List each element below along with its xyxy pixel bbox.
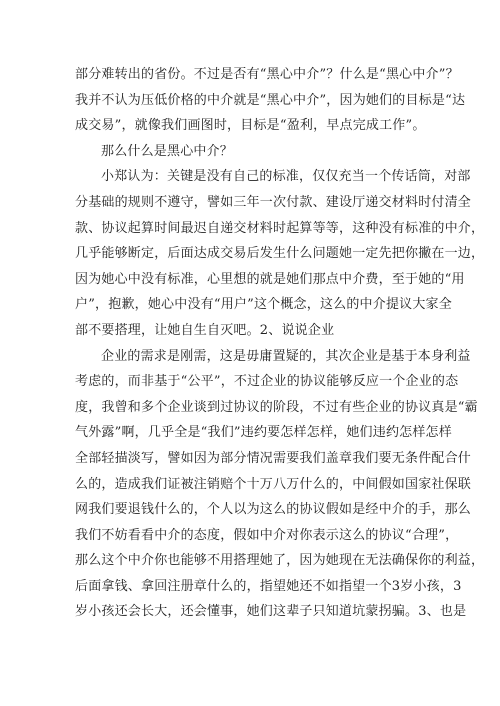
text-line: 几乎能够断定，后面达成交易后发生什么问题她一定先把你撇在一边， <box>75 246 485 262</box>
text-line: 款、协议起算时间最迟自递交材料时起算等等，这种没有标准的中介， <box>75 220 485 236</box>
text-line: 全部轻描淡写，譬如因为部分情况需要我们盖章我们要无条件配合什 <box>75 450 472 466</box>
text-line: 部分难转出的省份。不过是否有“黑心中介”？什么是“黑心中介”？ <box>75 67 459 82</box>
text-line: 后面拿钱、拿回注册章什么的，指望她还不如指望一个3岁小孩，3 <box>75 578 462 594</box>
text-line: 网我们要退钱什么的，个人以为这么的协议假如是经中介的手，那么 <box>75 502 472 518</box>
text-line: 那么什么是黑心中介？ <box>101 143 234 159</box>
text-line: 成交易”，就像我们画图时，目标是“盈利，早点完成工作”。 <box>75 118 426 134</box>
text-line: 么的，造成我们证被注销赔个十万八万什么的，中间假如国家社保联 <box>75 476 472 492</box>
text-line: 气外露”啊，几乎全是“我们”违约要怎样怎样，她们违约怎样怎样 <box>75 425 452 441</box>
paragraph-3 <box>75 164 485 343</box>
text-line: 企业的需求是刚需，这是毋庸置疑的，其次企业是基于本身利益 <box>101 348 471 364</box>
text-line: 户”，抱歉，她心中没有“用户”这个概念，这么的中介提议大家全 <box>75 297 452 313</box>
paragraph-1 <box>75 62 466 139</box>
text-line: 小郑认为：关键是没有自己的标准，仅仅充当一个传话筒，对部 <box>101 169 471 185</box>
text-line: 岁小孩还会长大，还会懂事，她们这辈子只知道坑蒙拐骗。3、也是 <box>75 604 467 620</box>
text-line: 度，我曾和多个企业谈到过协议的阶段，不过有些企业的协议真是“霸 <box>75 399 478 415</box>
paragraph-2 <box>75 139 456 165</box>
text-line: 部不要搭理，让她自生自灭吧。2、说说企业 <box>75 322 335 338</box>
text-line: 分基础的规则不遵守，譬如三年一次付款、建设厅递交材料时付清全 <box>75 194 472 210</box>
text-line: 因为她心中没有标准，心里想的就是她们那点中介费，至于她的“用 <box>75 271 465 287</box>
text-line: 我并不认为压低价格的中介就是“黑心中介”，因为她们的目标是“达 <box>75 92 466 108</box>
text-line: 那么这个中介你也能够不用搭理她了，因为她现在无法确保你的利益， <box>75 553 485 569</box>
text-line: 考虑的，而非基于“公平”，不过企业的协议能够反应一个企业的态 <box>75 374 459 390</box>
text-line: 我们不妨看看中介的态度，假如中介对你表示这么的协议“合理”， <box>75 527 459 543</box>
paragraph-4 <box>75 344 485 626</box>
